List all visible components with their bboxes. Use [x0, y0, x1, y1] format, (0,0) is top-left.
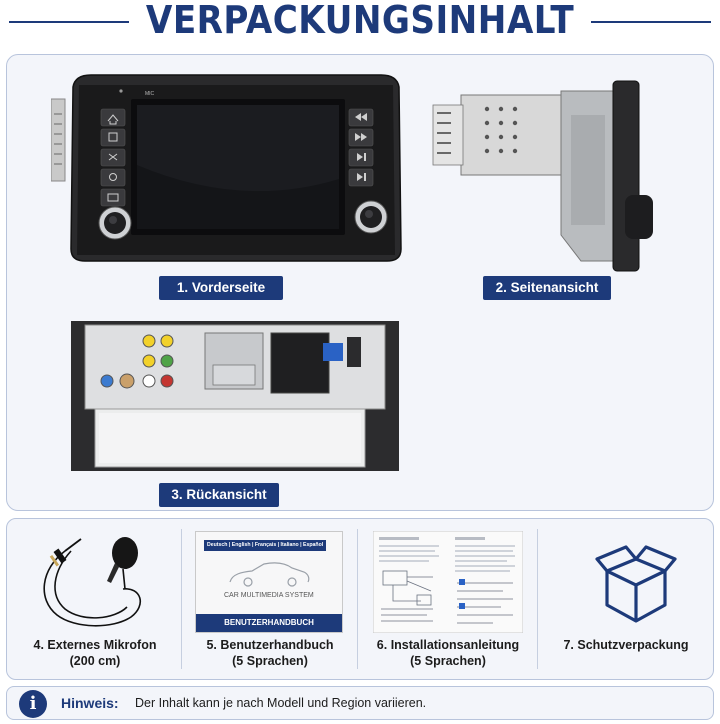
item-label-microphone: [11, 637, 179, 669]
note-label: Hinweis:: [61, 695, 119, 711]
page-title: VERPACKUNGSINHALT: [145, 0, 575, 42]
installation-guide-image: [373, 531, 523, 633]
item-label-user-manual: [183, 637, 357, 669]
caption-side-view: 2. Seitenansicht: [483, 276, 611, 300]
back-view-image: [69, 313, 401, 477]
user-manual-image: [195, 531, 343, 633]
item-detail: (200 cm): [69, 654, 121, 668]
item-divider: [181, 529, 182, 669]
item-divider: [357, 529, 358, 669]
title-row: [0, 0, 720, 50]
item-name: 6. Installationsanleitung: [376, 638, 520, 652]
title-divider-right: [591, 21, 711, 23]
front-view-image: [51, 69, 403, 265]
item-label-protective-packaging: [539, 637, 713, 653]
item-detail: (5 Sprachen): [232, 654, 308, 668]
caption-front-view: 1. Vorderseite: [159, 276, 283, 300]
car-icon: [226, 560, 312, 588]
mic-label: MIC: [145, 91, 155, 97]
item-name: 4. Externes Mikrofon: [33, 638, 157, 652]
note-bar: [6, 686, 714, 720]
note-text: Der Inhalt kann je nach Modell und Region variieren.: [135, 696, 427, 710]
caption-back-view: 3. Rückansicht: [159, 483, 279, 507]
item-label-installation-guide: [359, 637, 537, 669]
side-view-image: [431, 75, 657, 275]
info-icon: i: [19, 690, 47, 718]
item-name: 7. Schutzverpackung: [563, 638, 689, 652]
item-detail: (5 Sprachen): [410, 654, 486, 668]
package-items-panel: [6, 518, 714, 680]
product-views-panel: [6, 54, 714, 511]
item-divider: [537, 529, 538, 669]
microphone-icon: [31, 529, 157, 633]
manual-title: BENUTZERHANDBUCH: [196, 614, 342, 632]
manual-subtitle: CAR MULTIMEDIA SYSTEM: [224, 592, 314, 599]
box-icon: [593, 541, 679, 629]
item-name: 5. Benutzerhandbuch: [206, 638, 334, 652]
manual-languages: Deutsch | English | Français | Italiano | Español: [204, 540, 326, 551]
